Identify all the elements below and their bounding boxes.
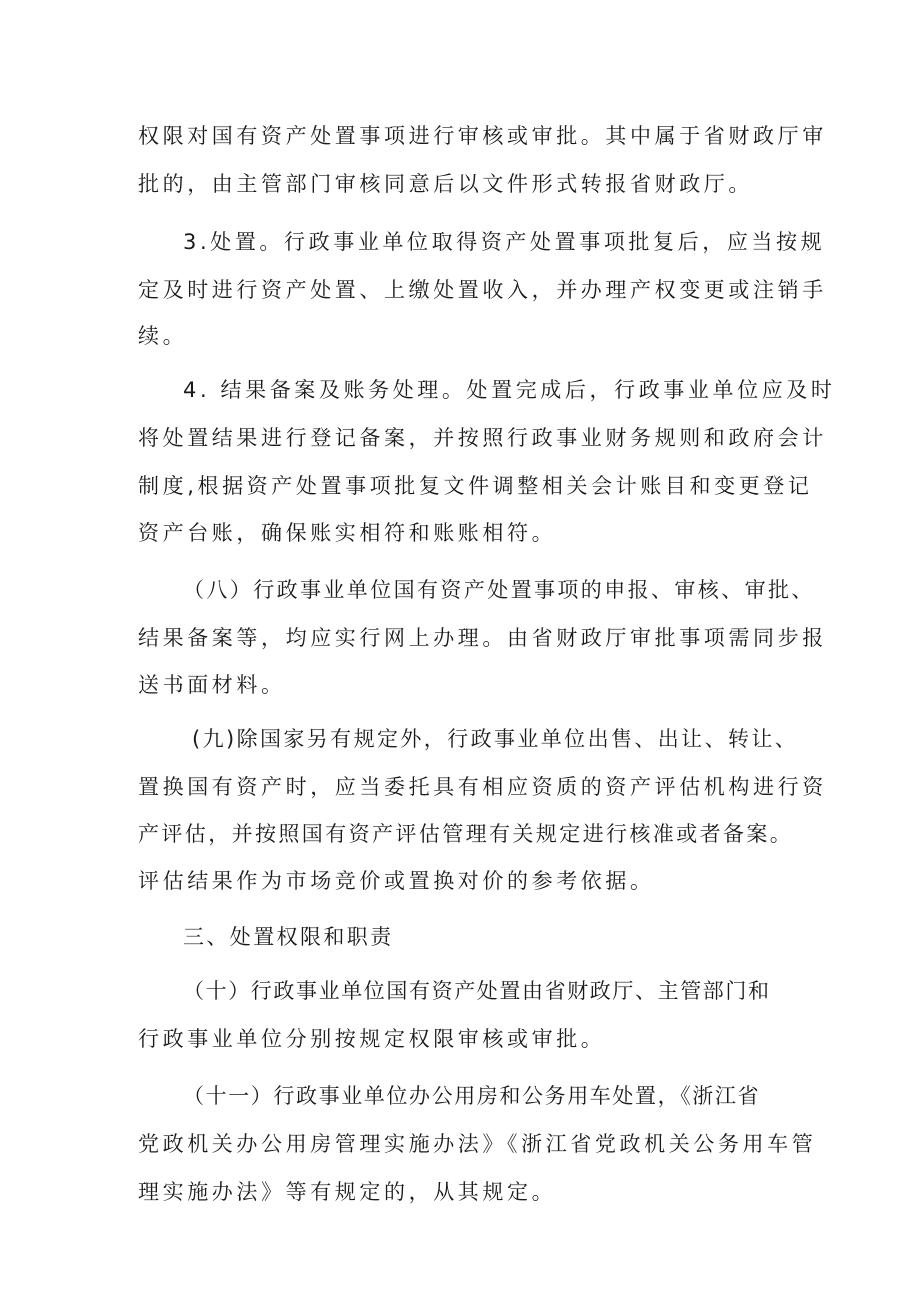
text-line: 批的，由主管部门审核同意后以文件形式转报省财政厅。	[138, 172, 753, 196]
text-line: 制度,根据资产处置事项批复文件调整相关会计账目和变更登记	[138, 474, 813, 498]
text-line: 资产台账，确保账实相符和账账相符。	[138, 521, 557, 545]
text-line: 党政机关办公用房管理实施办法》《浙江省党政机关公务用车管	[138, 1132, 817, 1156]
text-line: 4. 结果备案及账务处理。处置完成后，行政事业单位应及时	[183, 378, 836, 402]
text-line: （八）行政事业单位国有资产处置事项的申报、审核、审批、	[183, 578, 815, 602]
text-line: （十）行政事业单位国有资产处置由省财政厅、主管部门和	[183, 979, 771, 1003]
text-line: 权限对国有资产处置事项进行审核或审批。其中属于省财政厅审	[138, 124, 827, 148]
text-line: 将处置结果进行登记备案，并按照行政事业财务规则和政府会计	[138, 426, 827, 450]
section-heading: 三、处置权限和职责	[183, 925, 394, 949]
text-line: 结果备案等，均应实行网上办理。由省财政厅审批事项需同步报	[138, 626, 827, 650]
text-line: 理实施办法》等有规定的，从其规定。	[138, 1180, 557, 1204]
text-line: 定及时进行资产处置、上缴处置收入，并办理产权变更或注销手	[138, 278, 827, 302]
text-line: (九)除国家另有规定外，行政事业单位出售、出让、转让、	[192, 727, 799, 751]
text-line: 行政事业单位分别按规定权限审核或审批。	[138, 1027, 606, 1051]
text-line: 3.处置。行政事业单位取得资产处置事项批复后，应当按规	[183, 230, 826, 254]
text-line: 送书面材料。	[138, 673, 286, 697]
text-line: 评估结果作为市场竞价或置换对价的参考依据。	[138, 869, 655, 893]
text-line: 产评估，并按照国有资产评估管理有关规定进行核准或者备案。	[138, 822, 794, 846]
text-line: 续。	[138, 324, 188, 348]
text-line: 置换国有资产时，应当委托具有相应资质的资产评估机构进行资	[138, 775, 827, 799]
text-line: （十一）行政事业单位办公用房和公务用车处置，《浙江省	[183, 1084, 761, 1108]
